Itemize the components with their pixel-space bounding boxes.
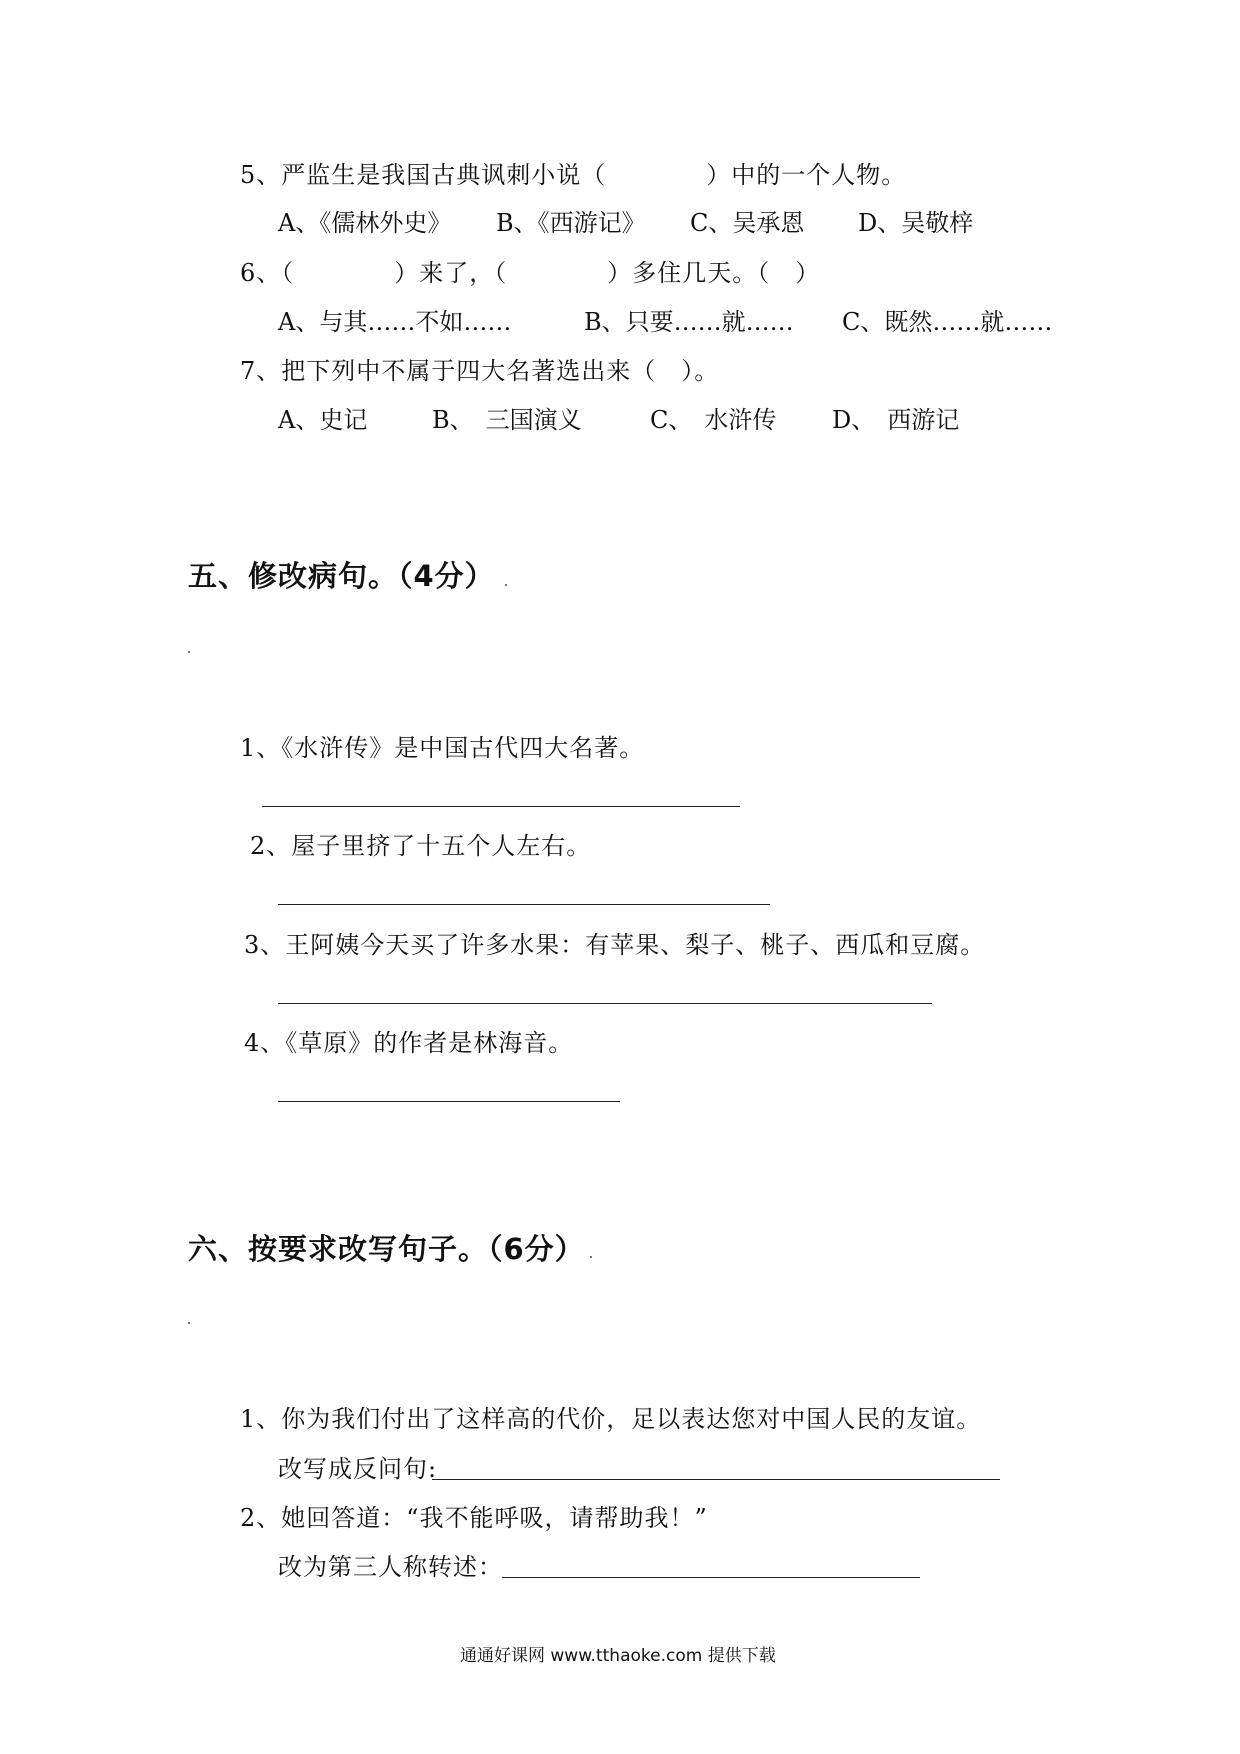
question-7-option-a: A、史记 [278,406,368,434]
scan-speck [505,584,507,586]
question-5-option-a: A、《儒林外史》 [278,209,452,237]
rewrite-2-answer-line[interactable] [502,1577,920,1578]
sentence-1: 1、《水浒传》是中国古代四大名著。 [240,734,645,762]
question-5-option-d: D、吴敬梓 [858,209,974,237]
scan-speck [590,1256,592,1258]
question-6-stem: 6、（ ）来了，（ ）多住几天。（ ） [240,259,821,287]
answer-line-4[interactable] [278,1101,620,1102]
section-6-title: 六、按要求改写句子。（6分） [188,1232,585,1266]
rewrite-1-prompt: 改写成反问句: [278,1455,438,1483]
question-7-option-c: C、 水浒传 [650,406,777,434]
scan-speck [188,1322,190,1324]
answer-line-2[interactable] [278,904,770,905]
question-6-option-b: B、只要……就…… [584,308,794,336]
rewrite-1-answer-line[interactable] [432,1479,1000,1480]
question-7-option-d: D、 西游记 [832,406,960,434]
answer-line-3[interactable] [278,1003,932,1004]
question-7-option-b: B、 三国演义 [432,406,582,434]
question-6-option-a: A、与其……不如…… [278,308,512,336]
question-7-stem: 7、把下列中不属于四大名著选出来（ ）。 [240,357,720,385]
rewrite-2-stem: 2、她回答道：“我不能呼吸，请帮助我！” [240,1504,708,1532]
scan-speck [188,651,190,653]
question-5-option-b: B、《西游记》 [496,209,646,237]
question-5-option-c: C、吴承恩 [690,209,805,237]
rewrite-1-stem: 1、你为我们付出了这样高的代价，足以表达您对中国人民的友谊。 [240,1405,982,1433]
sentence-2: 2、屋子里挤了十五个人左右。 [250,832,592,860]
question-6-option-c: C、既然……就…… [842,308,1053,336]
footer-text: 通通好课网 www.tthaoke.com 提供下载 [460,1646,776,1666]
sentence-4: 4、《草原》的作者是林海音。 [244,1029,574,1057]
answer-line-1[interactable] [262,806,740,807]
sentence-3: 3、王阿姨今天买了许多水果：有苹果、梨子、桃子、西瓜和豆腐。 [244,931,986,959]
question-5-stem: 5、严监生是我国古典讽刺小说（ ）中的一个人物。 [240,161,907,189]
section-5-title: 五、修改病句。（4分） [188,559,495,593]
rewrite-2-prompt: 改为第三人称转述： [278,1553,503,1581]
